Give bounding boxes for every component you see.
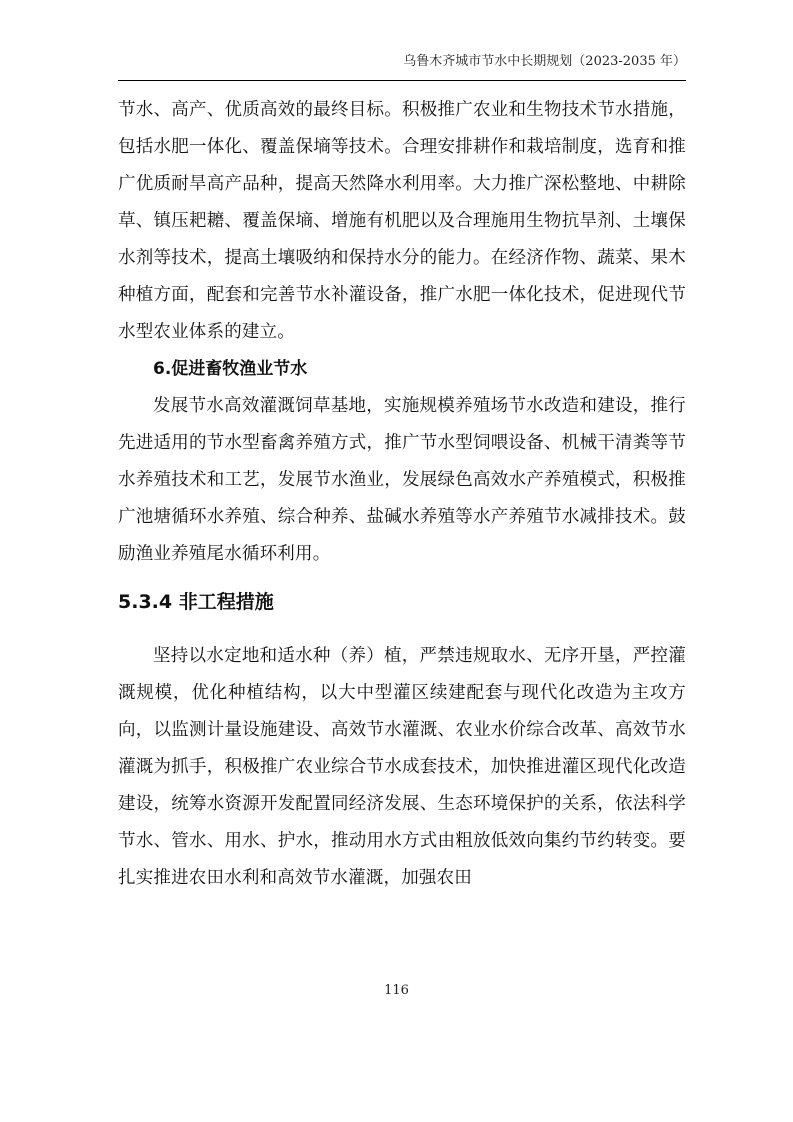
subheading-livestock-fishery: 6.促进畜牧渔业节水	[153, 359, 308, 379]
section-heading-non-engineering: 5.3.4 非工程措施	[118, 591, 274, 613]
header-rule	[118, 80, 686, 81]
running-header: 乌鲁木齐城市节水中长期规划（2023-2035 年）	[403, 54, 686, 69]
paragraph-livestock-fishery: 发展节水高效灌溉饲草基地，实施规模养殖场节水改造和建设，推行先进适用的节水型畜禽养殖方式，推广节水型饲喂设备、机械干清粪等节水养殖技术和工艺，发展节水渔业，发展绿色高效水产养殖模式，积极推广池塘循环水养殖、综合种养、盐碱水养殖等水产养殖节水减排技术。鼓励渔业养殖尾水循环利用。	[118, 396, 686, 564]
page-number: 116	[384, 983, 409, 998]
page-body	[118, 92, 686, 897]
paragraph-agriculture-tech: 节水、高产、优质高效的最终目标。积极推广农业和生物技术节水措施，包括水肥一体化、覆盖保墒等技术。合理安排耕作和栽培制度，选育和推广优质耐旱高产品种，提高天然降水利用率。大力推广深松整地、中耕除草、镇压耙耱、覆盖保墒、增施有机肥以及合理施用生物抗旱剂、土壤保水剂等技术，提高土壤吸纳和保持水分的能力。在经济作物、蔬菜、果木种植方面，配套和完善节水补灌设备，推广水肥一体化技术，促进现代节水型农业体系的建立。	[118, 100, 686, 342]
paragraph-non-engineering: 坚持以水定地和适水种（养）植，严禁违规取水、无序开垦，严控灌溉规模，优化种植结构，以大中型灌区续建配套与现代化改造为主攻方向，以监测计量设施建设、高效节水灌溉、农业水价综合改革、高效节水灌溉为抓手，积极推广农业综合节水成套技术，加快推进灌区现代化改造建设，统筹水资源开发配置同经济发展、生态环境保护的关系，依法科学节水、管水、用水、护水，推动用水方式由粗放低效向集约节约转变。要扎实推进农田水利和高效节水灌溉，加强农田	[118, 646, 686, 888]
heading-spacer	[118, 630, 686, 638]
